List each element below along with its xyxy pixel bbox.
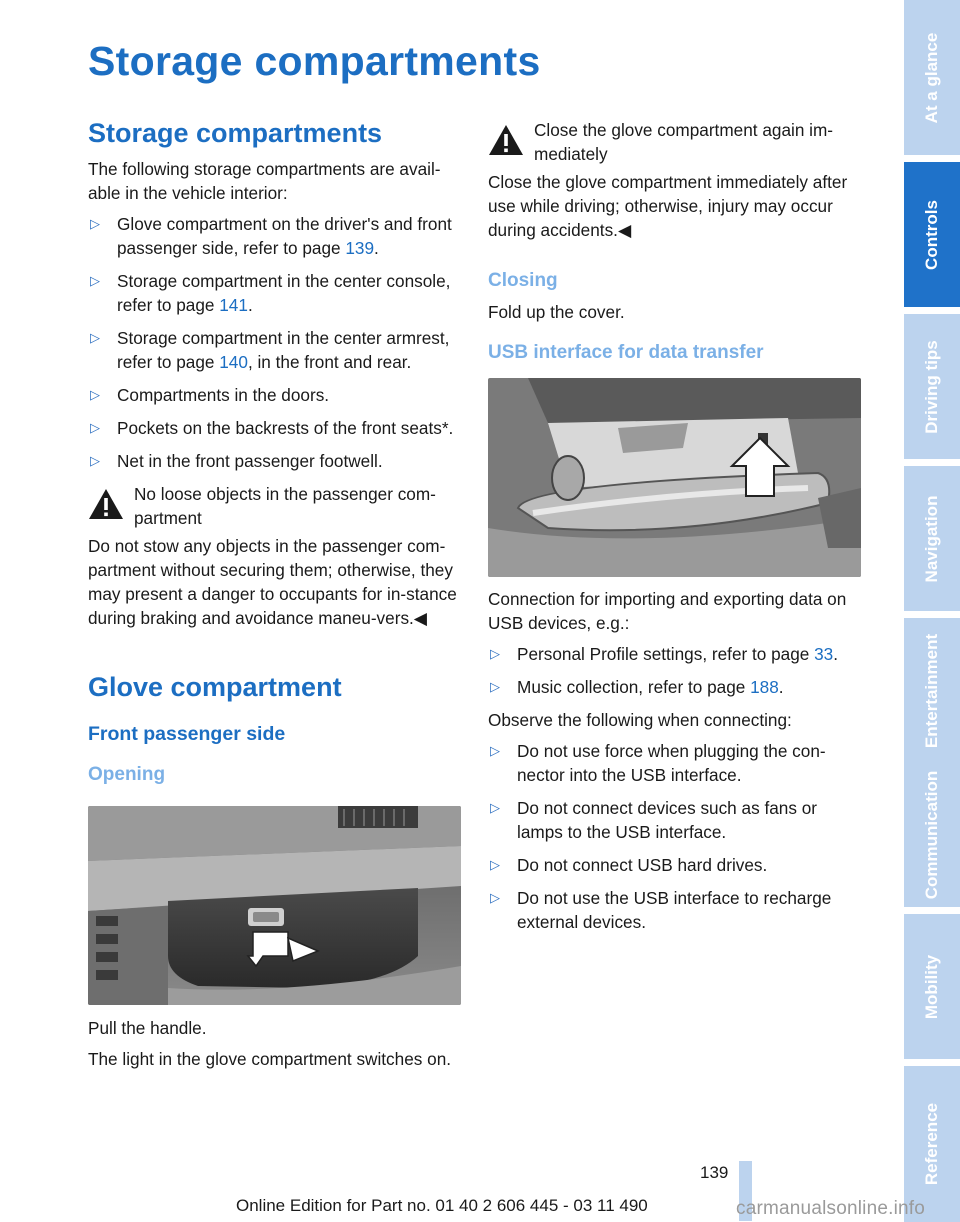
tab-navigation[interactable]: Navigation bbox=[904, 466, 960, 611]
list-item: ▷ Storage compartment in the center armrest, refer to page 140, in the front and rear. bbox=[90, 328, 450, 372]
usb-uses-list bbox=[488, 642, 862, 699]
bullet-triangle-icon: ▷ bbox=[90, 387, 100, 402]
warning-title: No loose objects in the passenger com-partment bbox=[134, 484, 436, 528]
warning-triangle-icon bbox=[488, 124, 524, 156]
list-item: ▷ Do not use force when plugging the con-nector into the USB interface. bbox=[490, 741, 826, 785]
page-link[interactable]: 33 bbox=[814, 644, 834, 664]
tab-reference[interactable]: Reference bbox=[904, 1066, 960, 1222]
tab-at-a-glance[interactable]: At a glance bbox=[904, 0, 960, 155]
warning-title: Close the glove compartment again im-mediately bbox=[534, 120, 834, 164]
connection-text: Connection for importing and exporting data on USB devices, e.g.: bbox=[488, 589, 847, 633]
observe-text: Observe the following when connecting: bbox=[488, 710, 792, 730]
chapter-tabs bbox=[904, 0, 960, 1222]
list-item: ▷ Do not connect devices such as fans or lamps to the USB interface. bbox=[490, 798, 817, 842]
warning-body: Do not stow any objects in the passenger com-partment without securing them; otherwise, they may present a danger to occupants for in-stance during braking and avoidance maneu-vers.◀ bbox=[88, 536, 457, 628]
bullet-triangle-icon: ▷ bbox=[90, 216, 100, 231]
usb-interface-photo bbox=[488, 378, 861, 577]
tab-entertainment[interactable]: Entertainment bbox=[904, 618, 960, 763]
bullet-triangle-icon: ▷ bbox=[490, 890, 500, 905]
subheading-front-passenger: Front passenger side bbox=[88, 723, 286, 745]
list-item: ▷ Music collection, refer to page 188. bbox=[490, 677, 784, 697]
warning-block bbox=[88, 482, 462, 530]
right-column bbox=[488, 118, 862, 943]
list-item: ▷ Do not use the USB interface to recharge external devices. bbox=[490, 888, 832, 932]
list-item: ▷ Storage compartment in the center console, refer to page 141. bbox=[90, 271, 451, 315]
list-item: ▷ Pockets on the backrests of the front seats*. bbox=[90, 418, 454, 438]
list-item: ▷ Do not connect USB hard drives. bbox=[490, 855, 768, 875]
bullet-triangle-icon: ▷ bbox=[90, 273, 100, 288]
intro-text: The following storage compartments are avail-able in the vehicle interior: bbox=[88, 159, 441, 203]
page-link[interactable]: 139 bbox=[345, 238, 375, 258]
list-item: ▷ Net in the front passenger footwell. bbox=[90, 451, 383, 471]
glove-compartment-photo bbox=[88, 806, 461, 1005]
warning-body: Close the glove compartment immediately after use while driving; otherwise, injury may occur during accidents.◀ bbox=[488, 172, 848, 240]
subheading-usb: USB interface for data transfer bbox=[488, 342, 764, 363]
tab-controls[interactable]: Controls bbox=[904, 162, 960, 307]
page-number: 139 bbox=[700, 1163, 729, 1182]
bullet-triangle-icon: ▷ bbox=[490, 646, 500, 661]
bullet-triangle-icon: ▷ bbox=[490, 800, 500, 815]
page-title: Storage compartments bbox=[88, 38, 541, 84]
storage-list bbox=[88, 212, 462, 473]
footer-text: Online Edition for Part no. 01 40 2 606 445 - 03 11 490 bbox=[236, 1196, 648, 1215]
list-item: ▷ Glove compartment on the driver's and front passenger side, refer to page 139. bbox=[90, 214, 452, 258]
list-item: ▷ Personal Profile settings, refer to page 33. bbox=[490, 644, 839, 664]
page-link[interactable]: 141 bbox=[219, 295, 248, 315]
pull-handle-text: Pull the handle. bbox=[88, 1018, 207, 1038]
left-column bbox=[88, 118, 462, 1078]
subheading-closing: Closing bbox=[488, 270, 558, 291]
tab-driving-tips[interactable]: Driving tips bbox=[904, 314, 960, 459]
tab-mobility[interactable]: Mobility bbox=[904, 914, 960, 1059]
page-link[interactable]: 188 bbox=[750, 677, 779, 697]
bullet-triangle-icon: ▷ bbox=[90, 420, 100, 435]
bullet-triangle-icon: ▷ bbox=[90, 330, 100, 345]
bullet-triangle-icon: ▷ bbox=[90, 453, 100, 468]
bullet-triangle-icon: ▷ bbox=[490, 857, 500, 872]
section-heading-glove: Glove compartment bbox=[88, 672, 342, 702]
fold-text: Fold up the cover. bbox=[488, 302, 625, 322]
section-heading-storage: Storage compartments bbox=[88, 118, 383, 148]
watermark: carmanualsonline.info bbox=[736, 1198, 926, 1219]
list-item: ▷ Compartments in the doors. bbox=[90, 385, 330, 405]
tab-communication[interactable]: Communication bbox=[904, 762, 960, 907]
warning-block bbox=[488, 118, 862, 166]
bullet-triangle-icon: ▷ bbox=[490, 743, 500, 758]
subheading-opening: Opening bbox=[88, 764, 166, 785]
connecting-rules-list bbox=[488, 739, 862, 934]
bullet-triangle-icon: ▷ bbox=[490, 679, 500, 694]
light-text: The light in the glove compartment switches on. bbox=[88, 1049, 452, 1069]
page-link[interactable]: 140 bbox=[219, 352, 248, 372]
warning-triangle-icon bbox=[88, 488, 124, 520]
